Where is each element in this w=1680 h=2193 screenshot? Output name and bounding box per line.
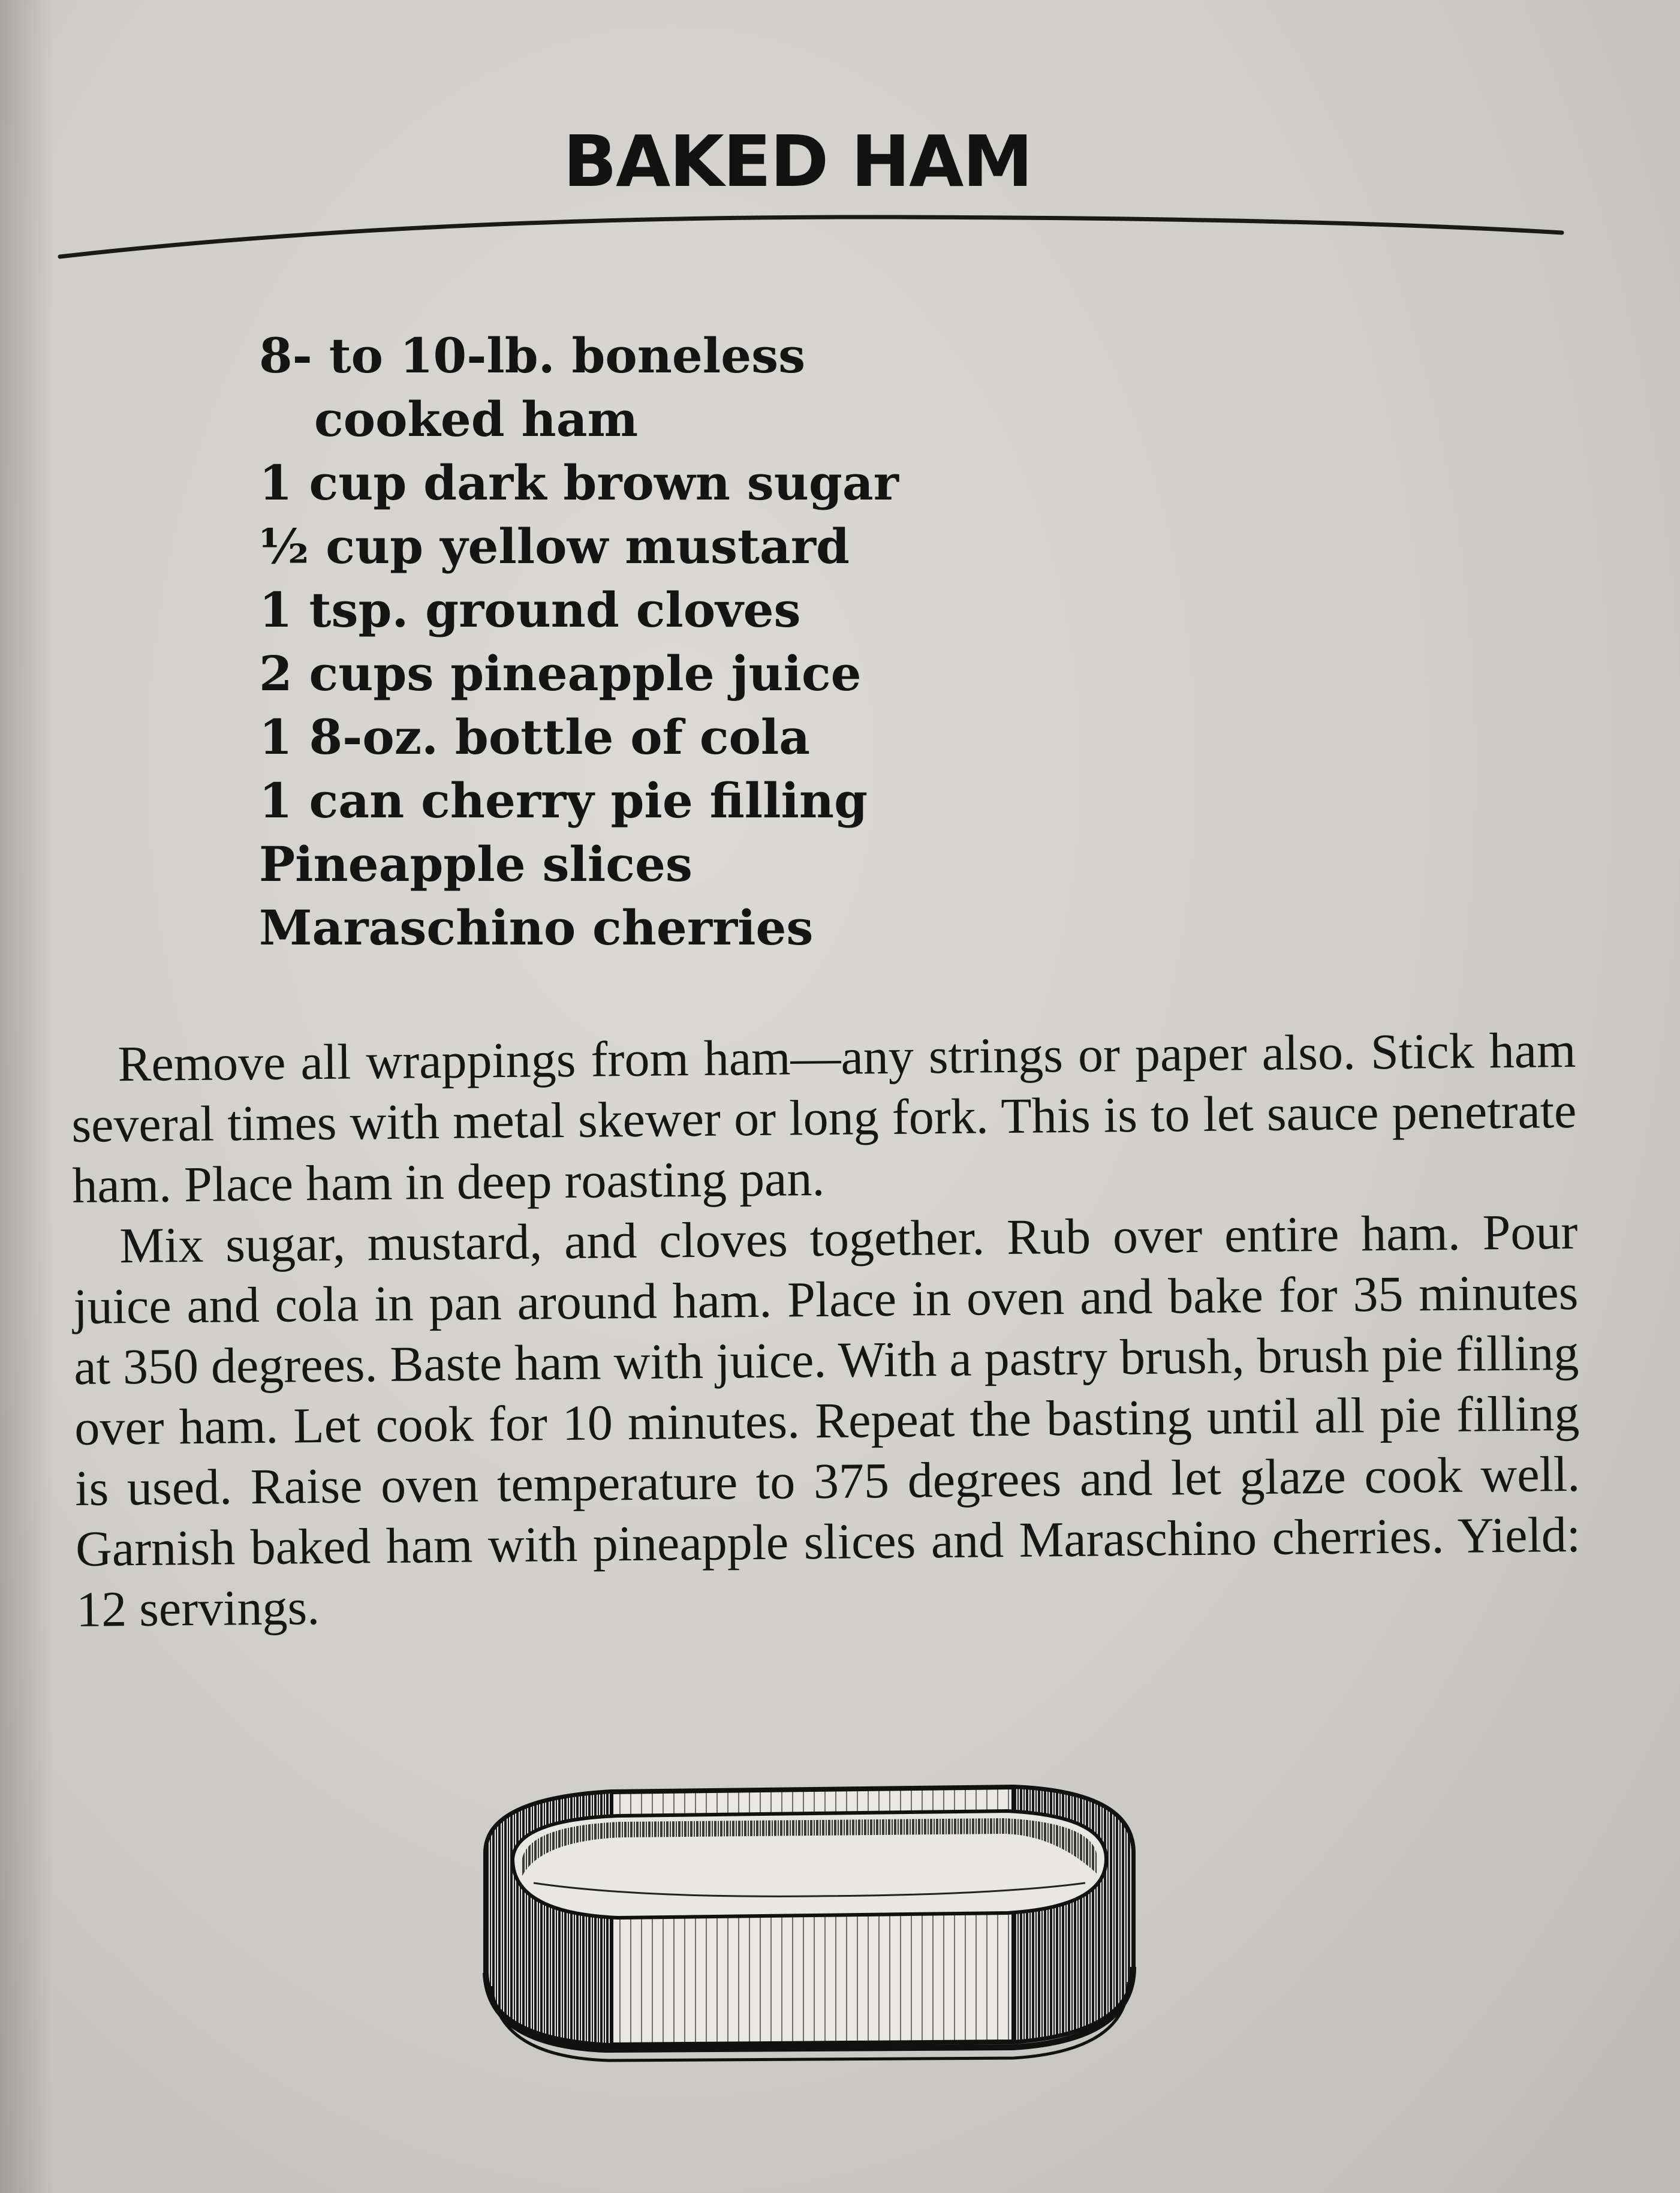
ingredient-item: 1 can cherry pie filling — [259, 772, 868, 829]
ingredient-item: 1 tsp. ground cloves — [259, 582, 801, 638]
ingredient-item: 8- to 10-lb. boneless — [259, 327, 806, 384]
ingredient-item: Pineapple slices — [259, 836, 693, 892]
ingredient-item: cooked ham — [314, 391, 639, 447]
recipe-title: BAKED HAM — [563, 120, 1032, 203]
ingredient-list — [259, 324, 899, 959]
baking-pan-illustration — [456, 1763, 1163, 2075]
ingredient-item: 2 cups pineapple juice — [259, 645, 862, 702]
page-gutter-shadow — [0, 0, 54, 2193]
ingredient-item: ½ cup yellow mustard — [259, 518, 850, 574]
instruction-paragraph: Mix sugar, mustard, and cloves together. Rub over entire ham. Pour juice and cola in pan around ham. Place in oven and bake for 35 minutes at 350 degrees. Baste ham with juice. With a pastry brush, brush pie filling over ham. Let cook for 10 minutes. Repeat the basting until all pie filling is used. Raise oven temperature to 375 degrees and let glaze cook well. Garnish baked ham with pineapple slices and Maraschino cherries. Yield: 12 servings. — [73, 1204, 1581, 1638]
title-underline — [0, 204, 1680, 276]
ingredient-item: Maraschino cherries — [259, 900, 814, 956]
instruction-paragraph: Remove all wrappings from ham—any strings or paper also. Stick ham several times with metal skewer or long fork. This is to let sauce penetrate ham. Place ham in deep roasting pan. — [71, 1022, 1577, 1214]
recipe-instructions — [71, 1020, 1582, 1640]
ingredient-item: 1 8-oz. bottle of cola — [259, 709, 811, 765]
ingredient-item: 1 cup dark brown sugar — [259, 455, 899, 511]
